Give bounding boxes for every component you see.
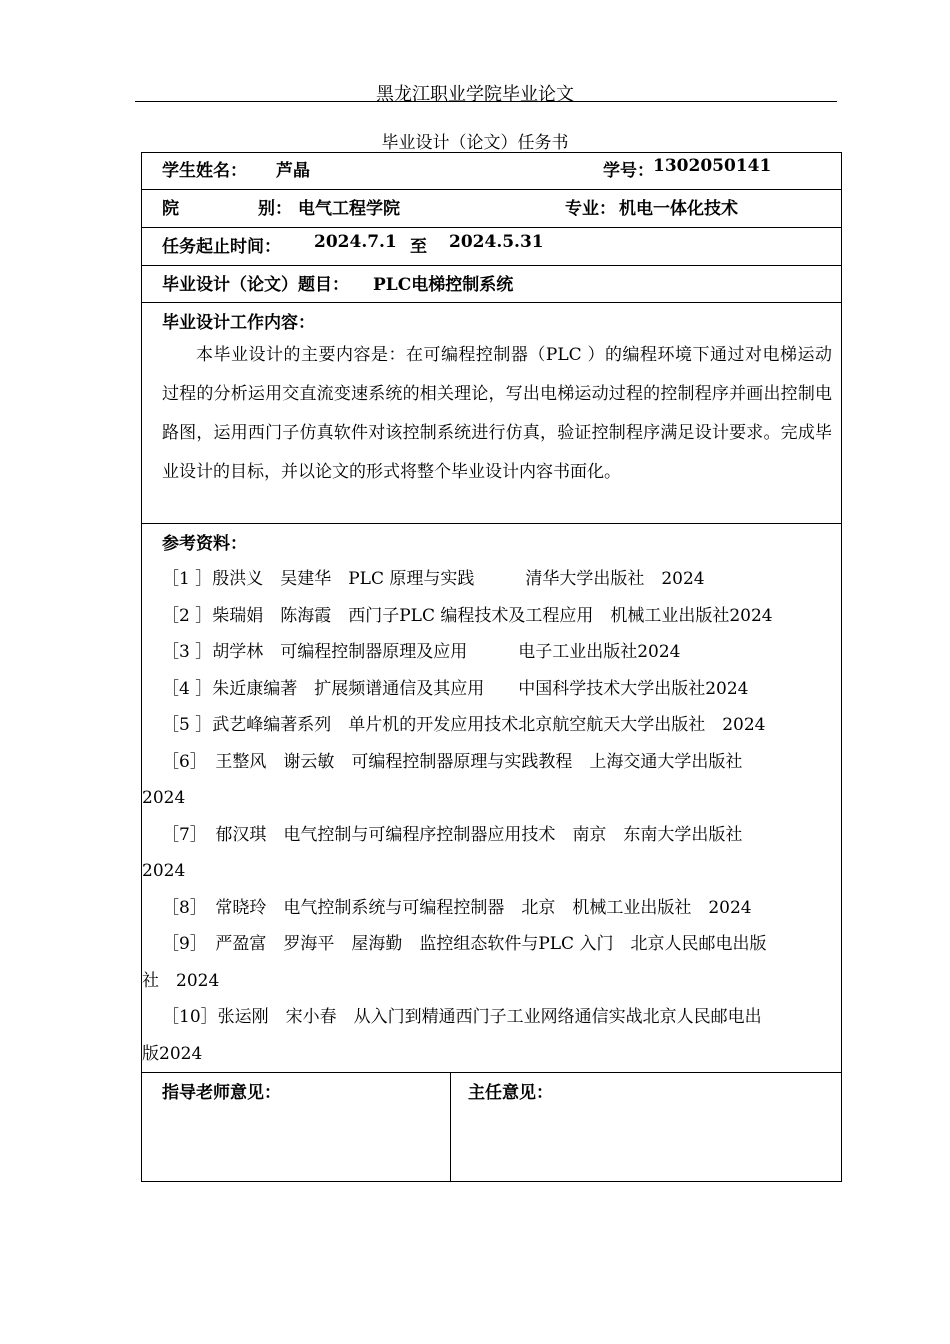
period-label: 任务起止时间：	[162, 237, 281, 257]
content-text: 本毕业设计的主要内容是：在可编程控制器（PLC ）的编程环境下通过对电梯运动过程的分析运用交直流变速系统的相关理论，写出电梯运动过程的控制程序并画出控制电路图，运用西门子仿真软件对该控制系统进行仿真，验证控制程序满足设计要求。完成毕业设计的目标，并以论文的形式将整个毕业设计内容书面化。	[162, 345, 832, 482]
document-title: 毕业设计（论文）任务书	[381, 133, 569, 153]
department-value: 电气工程学院	[298, 199, 400, 219]
period-to: 至	[410, 237, 427, 257]
student-id-value: 1302050141	[653, 156, 772, 176]
topic-value: PLC电梯控制系统	[373, 275, 514, 295]
reference-line: ［3 ］胡学林 可编程控制器原理及应用 电子工业出版社2024	[162, 642, 681, 662]
reference-line: 2024	[142, 861, 186, 881]
period-row	[142, 228, 841, 266]
reference-line: ［2 ］柴瑞娟 陈海霞 西门子PLC 编程技术及工程应用 机械工业出版社2024	[162, 605, 773, 626]
department-label-part1: 院	[162, 199, 179, 219]
reference-line: 社 2024	[142, 970, 220, 991]
advisor-opinion-label: 指导老师意见：	[162, 1083, 281, 1103]
period-end: 2024.5.31	[449, 232, 544, 252]
reference-line: ［8］ 常晓玲 电气控制系统与可编程控制器 北京 机械工业出版社 2024	[162, 897, 752, 918]
references-list	[142, 561, 834, 1072]
task-form-table	[141, 152, 842, 1182]
reference-line: ［4 ］朱近康编著 扩展频谱通信及其应用 中国科学技术大学出版社2024	[162, 678, 749, 699]
reference-line: ［5 ］武艺峰编著系列 单片机的开发应用技术北京航空航天大学出版社 2024	[162, 715, 766, 735]
director-opinion-label: 主任意见：	[468, 1083, 553, 1103]
content-label: 毕业设计工作内容：	[162, 313, 315, 333]
student-name-label: 学生姓名：	[162, 161, 247, 181]
reference-line: ［6］ 王整风 谢云敏 可编程控制器原理与实践教程 上海交通大学出版社	[162, 751, 743, 772]
major-label: 专业：	[565, 199, 616, 219]
topic-label: 毕业设计（论文）题目：	[162, 275, 349, 295]
department-label-part2: 别：	[258, 199, 292, 219]
student-id-label: 学号：	[603, 161, 654, 181]
topic-row	[142, 266, 841, 303]
header-rule	[135, 101, 837, 102]
references-row	[142, 524, 841, 1073]
school-header-title: 黑龙江职业学院毕业论文	[376, 84, 574, 105]
student-name-value: 芦晶	[276, 161, 310, 181]
reference-line: 2024	[142, 788, 186, 808]
reference-line: ［7］ 郁汉琪 电气控制与可编程序控制器应用技术 南京 东南大学出版社	[162, 824, 743, 845]
student-row	[142, 153, 841, 190]
content-row	[142, 303, 841, 524]
reference-line: 版2024	[142, 1043, 203, 1064]
content-paragraph	[162, 336, 832, 492]
reference-line: ［10］张运刚 宋小春 从入门到精通西门子工业网络通信实战北京人民邮电出	[162, 1007, 762, 1027]
reference-line: ［9］ 严盈富 罗海平 屋海勤 监控组态软件与PLC 入门 北京人民邮电出版	[162, 934, 767, 954]
period-start: 2024.7.1	[314, 232, 397, 252]
signature-divider	[450, 1073, 451, 1181]
references-label: 参考资料：	[162, 534, 247, 554]
major-value: 机电一体化技术	[619, 199, 738, 219]
department-row	[142, 190, 841, 228]
reference-line: ［1 ］殷洪义 吴建华 PLC 原理与实践 清华大学出版社 2024	[162, 569, 705, 589]
signature-row	[142, 1073, 841, 1181]
